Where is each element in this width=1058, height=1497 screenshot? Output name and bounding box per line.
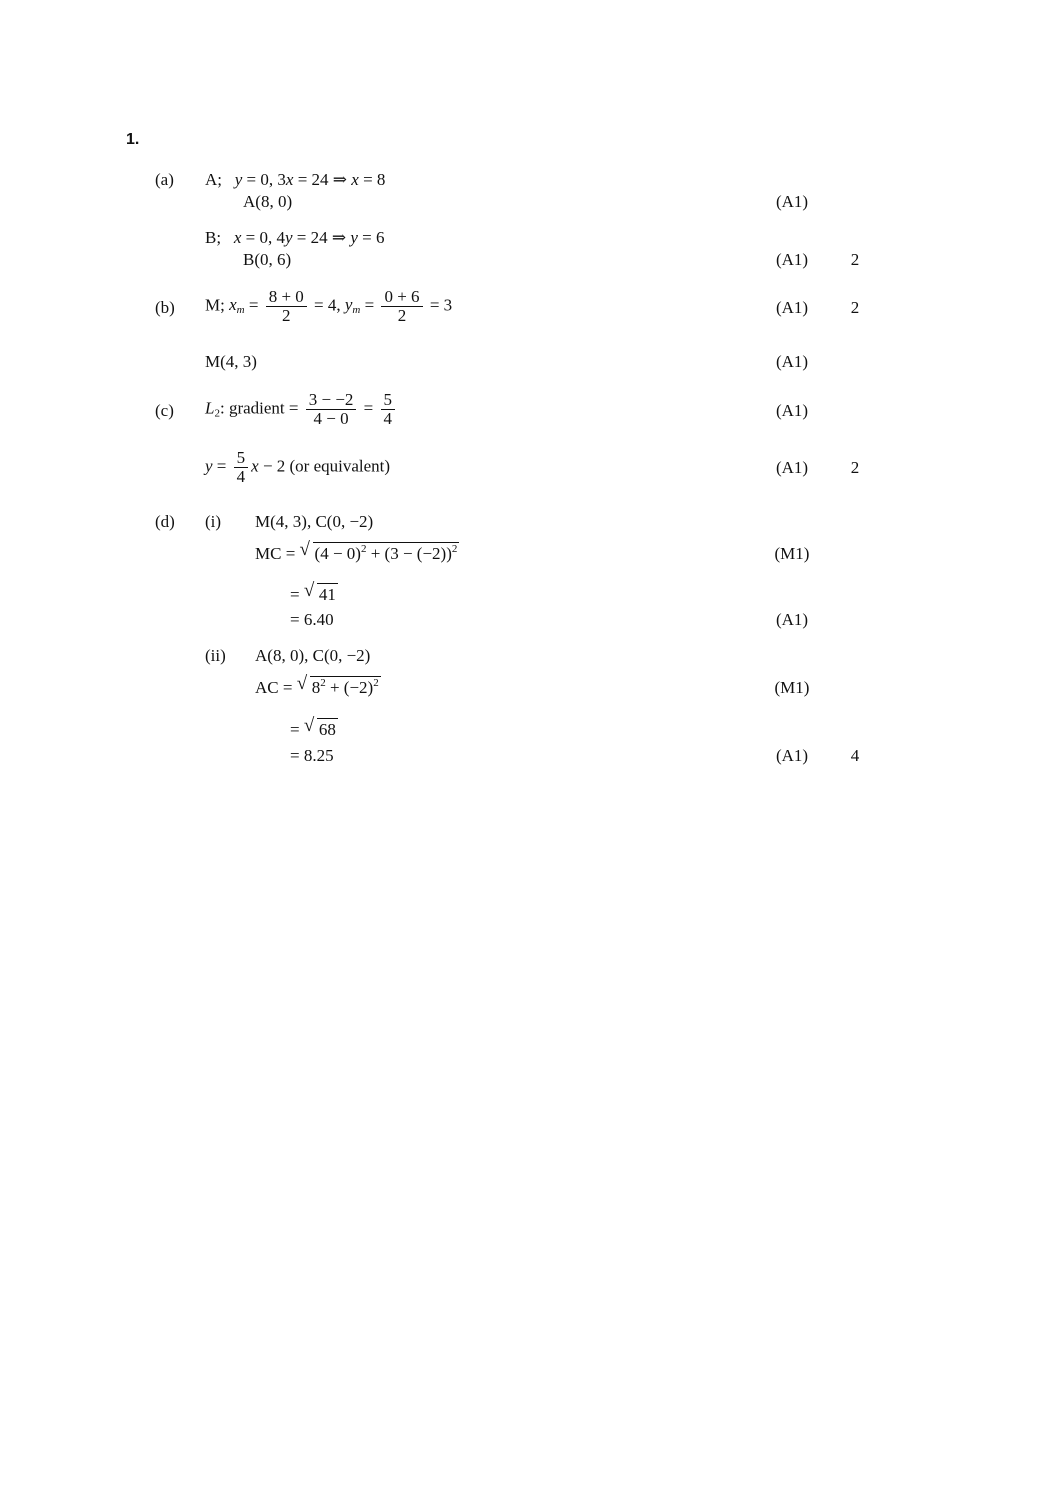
part-a-A-point: A(8, 0) bbox=[243, 192, 293, 211]
part-d-i-distance-eq: MC = √ $(4 - 0)^2 + (3 - (-2))^2$ bbox=[255, 539, 458, 563]
part-c-total: 2 bbox=[850, 458, 860, 477]
part-b-mark-1: (A1) bbox=[775, 298, 809, 317]
part-d-ii-step-2: = √ 68 bbox=[290, 715, 336, 739]
part-b-mark-2: (A1) bbox=[775, 352, 809, 371]
part-c-mark-1: (A1) bbox=[775, 401, 809, 420]
part-d-ii-label: (ii) bbox=[205, 646, 226, 665]
sqrt-symbol: √ 41 bbox=[303, 580, 336, 604]
x-mid-fraction: $\frac{8 + 0}{2}$ bbox=[266, 288, 307, 325]
part-d-ii-result: = 8.25 bbox=[290, 746, 334, 765]
sqrt-symbol: √ $8^2 + (-2)^2$ bbox=[296, 673, 379, 697]
part-d-i-mark-1: (M1) bbox=[774, 544, 810, 563]
part-a-total: 2 bbox=[850, 250, 860, 269]
part-d-ii-mark-1: (M1) bbox=[774, 678, 810, 697]
part-c-label: (c) bbox=[155, 401, 174, 420]
question-number: 1. bbox=[126, 131, 140, 148]
line-eq-fraction: $\frac{5}{4}$ bbox=[234, 449, 249, 486]
part-b-total: 2 bbox=[850, 298, 860, 317]
part-a-label: (a) bbox=[155, 170, 174, 189]
sqrt-symbol: √ $(4 - 0)^2 + (3 - (-2))^2$ bbox=[299, 539, 458, 563]
part-b-point: M(4, 3) bbox=[205, 352, 257, 371]
part-d-i-label: (i) bbox=[205, 512, 222, 531]
gradient-fraction: $\frac{3 - -2}{4 - 0}$ bbox=[306, 391, 357, 428]
part-c-line-eq: y = $\frac{5}{4}$ x − 2 (or equivalent) bbox=[205, 448, 391, 486]
part-d-i-step-2: = √ 41 bbox=[290, 580, 336, 604]
part-d-label: (d) bbox=[155, 512, 175, 531]
part-a-A-line: A; y = 0, 3x = 24 ⇒ x = 8 bbox=[205, 170, 386, 189]
part-d-i-result: = 6.40 bbox=[290, 610, 334, 629]
part-d-ii-mark-2: (A1) bbox=[775, 746, 809, 765]
part-a-A-mark: (A1) bbox=[775, 192, 809, 211]
sqrt-symbol: √ 68 bbox=[303, 715, 336, 739]
part-d-i-points: M(4, 3), C(0, −2) bbox=[255, 512, 374, 531]
gradient-result-fraction: $\frac{5}{4}$ bbox=[381, 391, 396, 428]
part-a-B-line: B; x = 0, 4y = 24 ⇒ y = 6 bbox=[205, 228, 385, 247]
part-d-ii-distance-eq: AC = √ $8^2 + (-2)^2$ bbox=[255, 673, 379, 697]
part-b-label: (b) bbox=[155, 298, 175, 317]
y-mid-fraction: $\frac{0 + 6}{2}$ bbox=[381, 288, 422, 325]
part-d-ii-points: A(8, 0), C(0, −2) bbox=[255, 646, 371, 665]
part-b-midpoint-eq: M; $x_m$ = $\frac{8 + 0}{2}$ = 4, $y_m$ = $\frac{0 + 6}{2}$ = 3 bbox=[205, 287, 453, 325]
part-d-total: 4 bbox=[850, 746, 860, 765]
part-c-mark-2: (A1) bbox=[775, 458, 809, 477]
part-a-B-mark: (A1) bbox=[775, 250, 809, 269]
part-d-i-mark-2: (A1) bbox=[775, 610, 809, 629]
part-a-B-point: B(0, 6) bbox=[243, 250, 292, 269]
part-c-gradient-eq: $L_2$: gradient = $\frac{3 - -2}{4 - 0}$ = $\frac{5}{4}$ bbox=[205, 391, 398, 428]
